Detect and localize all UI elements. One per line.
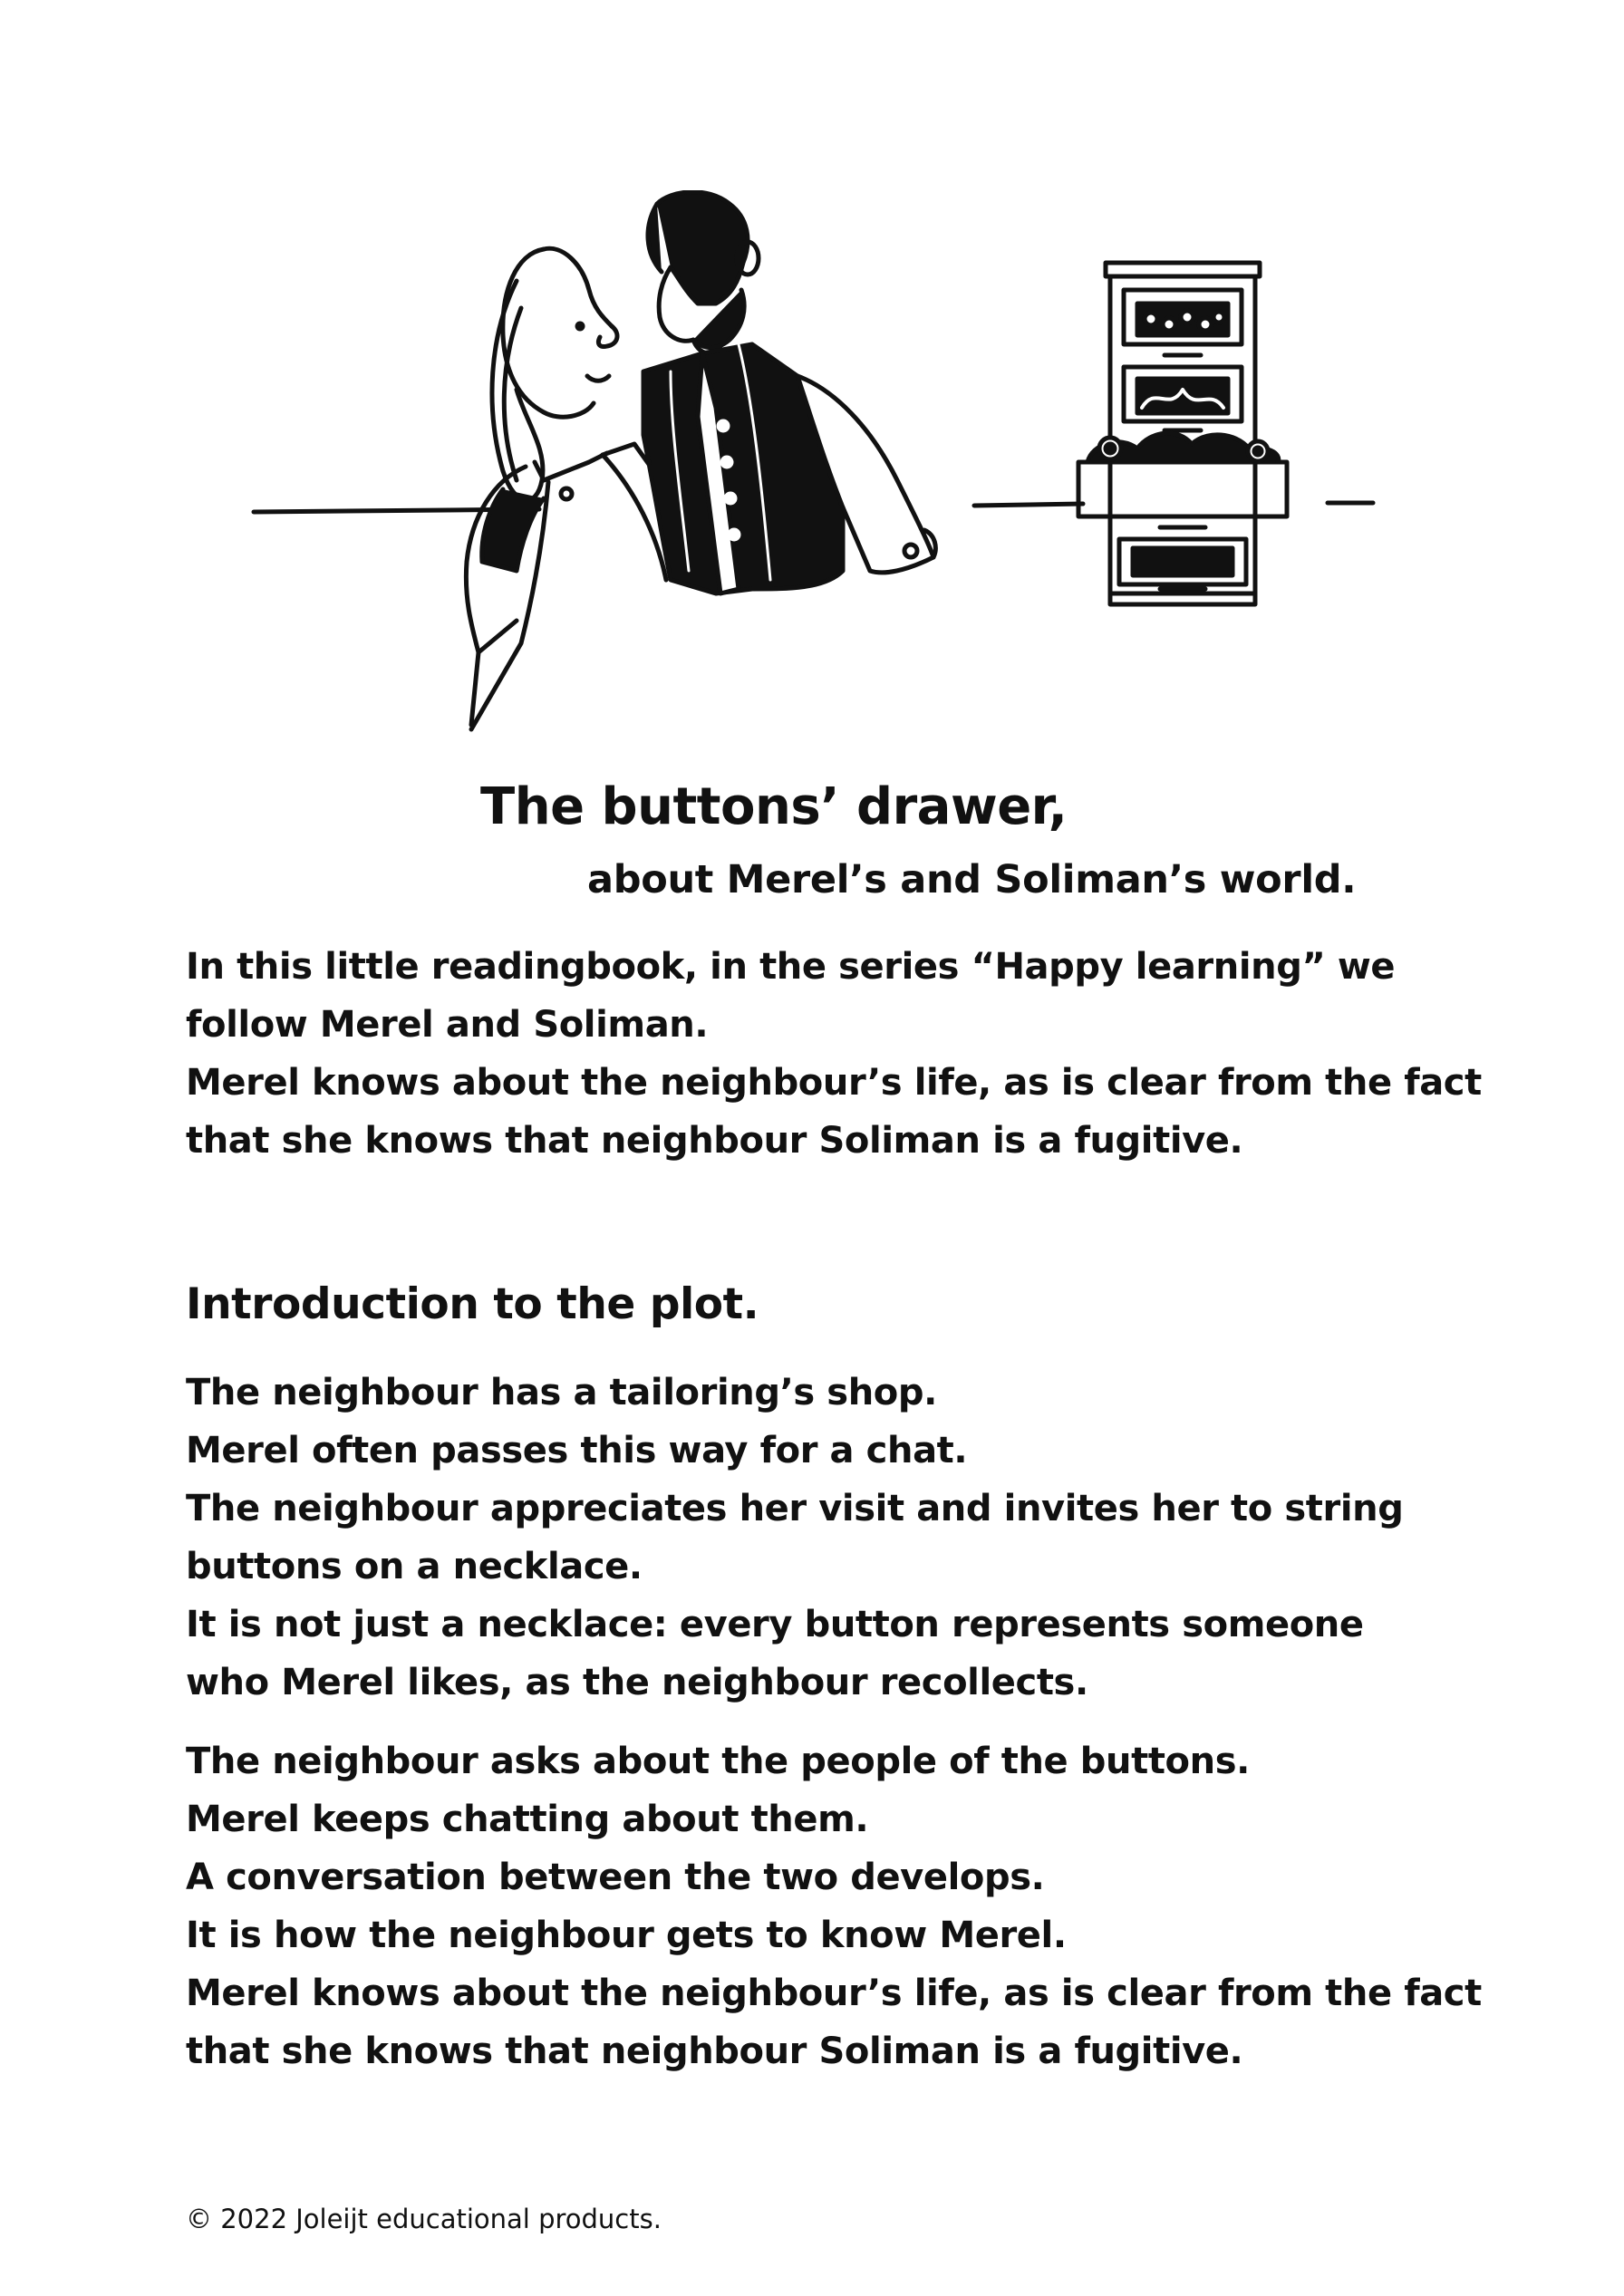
plot-line: that she knows that neighbour Soliman is a fugitive.: [186, 2031, 1243, 2072]
plot-line: The neighbour asks about the people of the buttons.: [186, 1741, 1250, 1782]
intro-line: follow Merel and Soliman.: [186, 1004, 709, 1046]
girl-nose: [598, 326, 617, 347]
girl-mouth: [587, 376, 609, 381]
plot-line: It is how the neighbour gets to know Merel.: [186, 1915, 1067, 1956]
girl-sleeve: [482, 489, 544, 571]
man-cuff: [843, 507, 935, 573]
counter-line-middle: [974, 504, 1083, 506]
page-subtitle: about Merel’s and Soliman’s world.: [587, 857, 1357, 902]
intro-line: that she knows that neighbour Soliman is a fugitive.: [186, 1120, 1243, 1162]
man-soliman-figure: [643, 192, 935, 593]
plot-line: The neighbour has a tailoring’s shop.: [186, 1372, 937, 1413]
plot-paragraph-1: [186, 1364, 1527, 1712]
plot-line: Merel keeps chatting about them.: [186, 1799, 869, 1840]
man-hair-beard: [657, 192, 748, 304]
intro-line: In this little readingbook, in the series “Happy learning” we: [186, 946, 1396, 988]
man-vest-button-1: [719, 421, 728, 430]
intro-line: Merel knows about the neighbour’s life, as is clear from the fact: [186, 1062, 1482, 1104]
plot-line: who Merel likes, as the neighbour recollects.: [186, 1662, 1088, 1703]
man-vest-button-4: [730, 530, 739, 539]
plot-paragraph-2: [186, 1732, 1527, 2080]
button-drawer-cabinet: [1078, 263, 1287, 604]
plot-heading: Introduction to the plot.: [186, 1279, 759, 1329]
man-vest-button-3: [726, 494, 735, 503]
intro-paragraph: [186, 938, 1527, 1170]
plot-line: Merel often passes this way for a chat.: [186, 1430, 968, 1471]
man-cufflink: [904, 545, 917, 557]
girl-button: [561, 488, 572, 499]
plot-line: The neighbour appreciates her visit and invites her to string: [186, 1488, 1404, 1529]
plot-line: buttons on a necklace.: [186, 1546, 643, 1587]
illustration-merel-soliman-button-drawer: [245, 190, 1405, 734]
man-vest-button-2: [722, 458, 731, 467]
girl-eye: [577, 323, 583, 329]
cabinet-base: [1110, 593, 1255, 604]
plot-line: It is not just a necklace: every button represents someone: [186, 1604, 1364, 1645]
page-title: The buttons’ drawer,: [480, 777, 1068, 836]
plot-line: A conversation between the two develops.: [186, 1857, 1045, 1898]
plot-line: Merel knows about the neighbour’s life, as is clear from the fact: [186, 1973, 1482, 2014]
girl-merel-figure: [466, 248, 666, 729]
copyright-footer: © 2022 Joleijt educational products.: [186, 2204, 662, 2234]
